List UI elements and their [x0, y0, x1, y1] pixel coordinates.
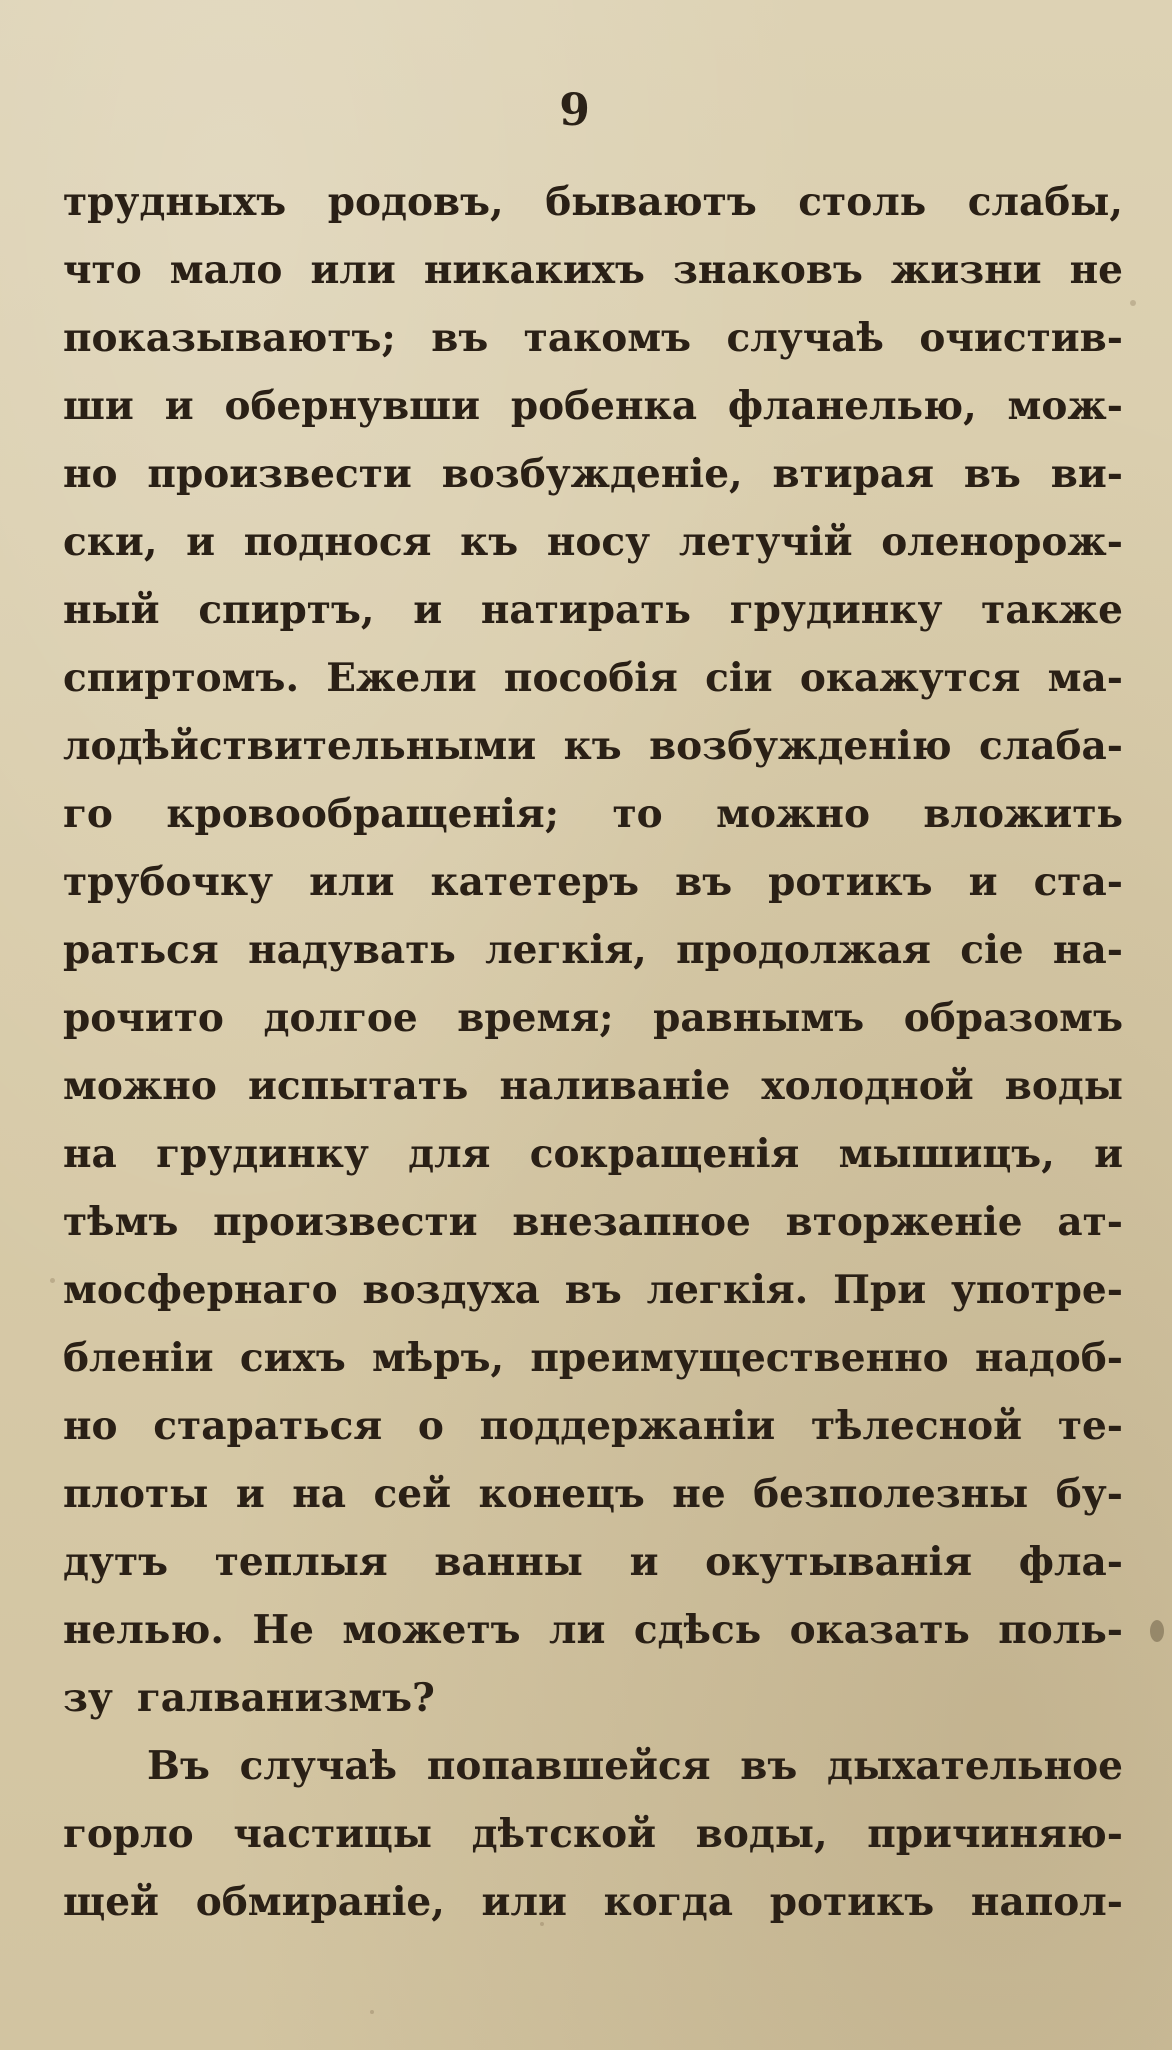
- word: безполезны: [753, 1471, 1029, 1517]
- word: тѣлесной: [810, 1403, 1023, 1449]
- word: въ: [675, 859, 733, 905]
- word: спиртомъ.: [63, 655, 300, 701]
- word: также: [981, 587, 1123, 633]
- word: оленорож-: [881, 519, 1123, 565]
- word: причиняю-: [867, 1811, 1123, 1857]
- word: слаба-: [978, 723, 1123, 769]
- text-line: [63, 372, 1123, 440]
- word: на-: [1052, 927, 1123, 973]
- word: При: [833, 1267, 927, 1313]
- word: ротикъ: [768, 859, 933, 905]
- word: ви-: [1050, 451, 1123, 497]
- paper-speck: [370, 2010, 374, 2014]
- text-line: [63, 576, 1123, 644]
- text-line: [63, 1800, 1123, 1868]
- word: можно: [63, 1063, 217, 1109]
- word: надувать: [248, 927, 456, 973]
- word: грудинку: [729, 587, 943, 633]
- word: обернувши: [224, 383, 481, 429]
- word: въ: [431, 315, 489, 361]
- word: фланелью,: [727, 383, 977, 429]
- word: конецъ: [478, 1471, 645, 1517]
- word: или: [309, 859, 395, 905]
- word: и: [186, 519, 216, 565]
- word: равнымъ: [653, 995, 865, 1041]
- word: плоты: [63, 1471, 209, 1517]
- word: и: [413, 587, 443, 633]
- word: употре-: [950, 1267, 1123, 1313]
- word: го: [63, 791, 113, 837]
- word: легкія.: [646, 1267, 809, 1313]
- word: легкія,: [485, 927, 647, 973]
- word: очистив-: [919, 315, 1123, 361]
- word: но: [63, 1403, 118, 1449]
- word: носу: [546, 519, 651, 565]
- word: возбужденіе,: [441, 451, 743, 497]
- text-line: [63, 1188, 1123, 1256]
- word: зу: [63, 1675, 113, 1721]
- text-line: [63, 1324, 1123, 1392]
- word: что: [63, 247, 142, 293]
- word: мож-: [1007, 383, 1123, 429]
- word: поддержаніи: [479, 1403, 776, 1449]
- word: дѣтской: [471, 1811, 657, 1857]
- word: дутъ: [63, 1539, 169, 1585]
- word: на: [292, 1471, 347, 1517]
- word: ма-: [1047, 655, 1123, 701]
- word: произвести: [147, 451, 412, 497]
- word: случаѣ: [726, 315, 884, 361]
- word: случаѣ: [239, 1743, 398, 1789]
- text-line: [63, 168, 1123, 236]
- body-text: [63, 168, 1123, 1936]
- word: ротикъ: [769, 1879, 935, 1925]
- word: о: [417, 1403, 444, 1449]
- word: показываютъ;: [63, 315, 396, 361]
- word: окутыванія: [705, 1539, 973, 1585]
- text-line: [63, 984, 1123, 1052]
- word: Въ: [147, 1743, 210, 1789]
- word: и: [164, 383, 194, 429]
- word: поднося: [243, 519, 432, 565]
- word: окажутся: [799, 655, 1021, 701]
- word: испытать: [247, 1063, 469, 1109]
- word: те-: [1057, 1403, 1123, 1449]
- word: и: [629, 1539, 659, 1585]
- word: галванизмъ?: [136, 1675, 435, 1721]
- word: тѣмъ: [63, 1199, 179, 1245]
- word: лодѣйствительными: [63, 723, 537, 769]
- word: или: [481, 1879, 567, 1925]
- word: бываютъ: [545, 179, 757, 225]
- text-line: [63, 1256, 1123, 1324]
- word: стараться: [153, 1403, 383, 1449]
- word: долгое: [263, 995, 418, 1041]
- text-line: [63, 1868, 1123, 1936]
- word: частицы: [233, 1811, 432, 1857]
- text-line: [63, 1460, 1123, 1528]
- word: сіе: [960, 927, 1024, 973]
- word: въ: [963, 451, 1021, 497]
- word: въ: [564, 1267, 622, 1313]
- word: произвести: [213, 1199, 478, 1245]
- word: родовъ,: [327, 179, 504, 225]
- word: и: [968, 859, 998, 905]
- word: раться: [63, 927, 219, 973]
- word: и: [1094, 1131, 1123, 1177]
- word: на: [63, 1131, 117, 1177]
- word: воды: [1004, 1063, 1123, 1109]
- word: катетеръ: [430, 859, 640, 905]
- word: мало: [169, 247, 283, 293]
- text-line: [63, 304, 1123, 372]
- word: бу-: [1055, 1471, 1123, 1517]
- word: можно: [716, 791, 870, 837]
- paper-speck: [1130, 300, 1136, 306]
- text-line: [63, 1732, 1123, 1800]
- word: натирать: [480, 587, 691, 633]
- word: кровообращенія;: [166, 791, 560, 837]
- text-line: [63, 440, 1123, 508]
- text-line: [63, 780, 1123, 848]
- word: наливаніе: [499, 1063, 731, 1109]
- word: рочито: [63, 995, 224, 1041]
- page-number: 9: [559, 85, 591, 136]
- text-line: [63, 508, 1123, 576]
- word: ста-: [1033, 859, 1123, 905]
- word: для: [408, 1131, 491, 1177]
- text-line: [63, 848, 1123, 916]
- word: ат-: [1057, 1199, 1123, 1245]
- word: мышицъ,: [838, 1131, 1055, 1177]
- word: оказать: [789, 1607, 970, 1653]
- word: слабы,: [967, 179, 1123, 225]
- text-line: [63, 916, 1123, 984]
- word: и: [235, 1471, 265, 1517]
- word: столь: [798, 179, 927, 225]
- word: дыхательное: [827, 1743, 1123, 1789]
- text-line: [63, 236, 1123, 304]
- word: втирая: [772, 451, 935, 497]
- word: надоб-: [974, 1335, 1123, 1381]
- word: воздуха: [362, 1267, 540, 1313]
- word: Не: [252, 1607, 314, 1653]
- word: сдѣсь: [633, 1607, 762, 1653]
- word: или: [310, 247, 396, 293]
- word: поль-: [998, 1607, 1123, 1653]
- word: сіи: [705, 655, 773, 701]
- word: робенка: [510, 383, 697, 429]
- word: но: [63, 451, 118, 497]
- word: можетъ: [342, 1607, 521, 1653]
- word: щей: [63, 1879, 159, 1925]
- word: ли: [548, 1607, 606, 1653]
- word: нелью.: [63, 1607, 224, 1653]
- word: летучій: [678, 519, 853, 565]
- word: воды,: [695, 1811, 828, 1857]
- word: преимущественно: [530, 1335, 949, 1381]
- word: фла-: [1018, 1539, 1123, 1585]
- word: попавшейся: [426, 1743, 711, 1789]
- text-line: [63, 644, 1123, 712]
- word: время;: [457, 995, 614, 1041]
- word: ши: [63, 383, 134, 429]
- text-line: [63, 1664, 1123, 1732]
- word: напол-: [970, 1879, 1123, 1925]
- word: ный: [63, 587, 160, 633]
- word: мѣръ,: [372, 1335, 505, 1381]
- word: то: [612, 791, 663, 837]
- text-line: [63, 1596, 1123, 1664]
- word: въ: [740, 1743, 798, 1789]
- word: ванны: [434, 1539, 583, 1585]
- word: холодной: [761, 1063, 974, 1109]
- text-line: [63, 1392, 1123, 1460]
- word: возбужденію: [649, 723, 952, 769]
- word: жизни: [890, 247, 1042, 293]
- word: сей: [373, 1471, 452, 1517]
- word: сокращенія: [529, 1131, 800, 1177]
- word: трудныхъ: [63, 179, 287, 225]
- word: сихъ: [239, 1335, 346, 1381]
- word: не: [672, 1471, 726, 1517]
- word: знаковъ: [673, 247, 863, 293]
- text-line: [63, 1120, 1123, 1188]
- word: такомъ: [523, 315, 692, 361]
- word: трубочку: [63, 859, 274, 905]
- word: обмираніе,: [195, 1879, 445, 1925]
- word: внезапное: [512, 1199, 751, 1245]
- word: вложить: [923, 791, 1123, 837]
- word: ски,: [63, 519, 158, 565]
- word: грудинку: [156, 1131, 369, 1177]
- word: не: [1069, 247, 1123, 293]
- word: продолжая: [676, 927, 931, 973]
- text-line: [63, 1528, 1123, 1596]
- word: къ: [563, 723, 622, 769]
- word: мосфернаго: [63, 1267, 338, 1313]
- word: пособія: [503, 655, 678, 701]
- word: къ: [460, 519, 519, 565]
- word: никакихъ: [423, 247, 645, 293]
- word: вторженіе: [785, 1199, 1023, 1245]
- paper-speck: [1150, 1620, 1164, 1642]
- text-line: [63, 712, 1123, 780]
- word: горло: [63, 1811, 194, 1857]
- word: когда: [603, 1879, 733, 1925]
- word: теплыя: [214, 1539, 388, 1585]
- word: бленіи: [63, 1335, 214, 1381]
- word: Ежели: [326, 655, 477, 701]
- text-line: [63, 1052, 1123, 1120]
- word: образомъ: [903, 995, 1123, 1041]
- word: спиртъ,: [198, 587, 375, 633]
- paper-speck: [50, 1278, 55, 1283]
